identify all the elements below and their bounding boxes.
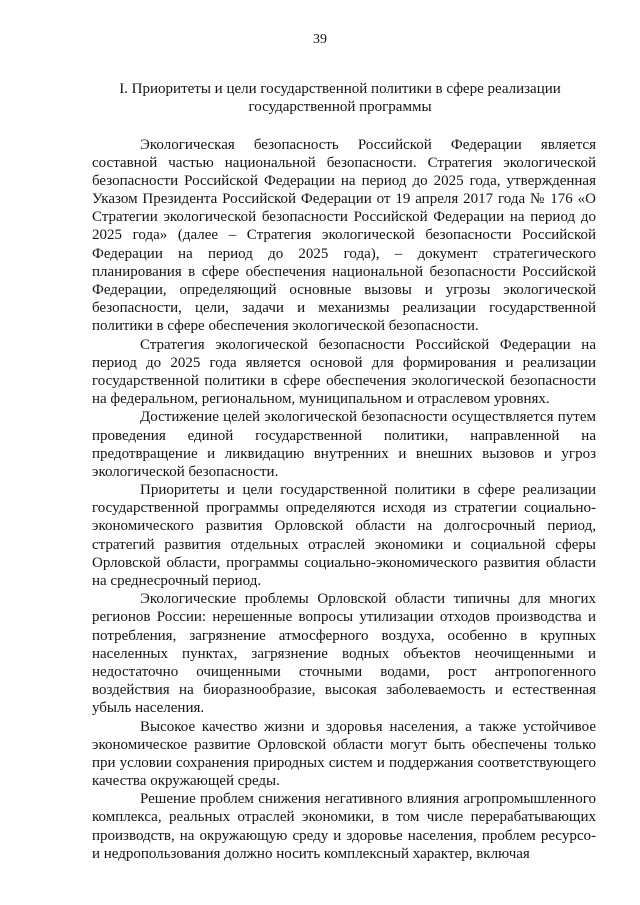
paragraph: Высокое качество жизни и здоровья населения, а также устойчивое экономическое развитие Орловской области могут быть обеспечены только при условии сохранения природных систем и поддержания соответствующего качества окружающей среды.	[92, 718, 596, 789]
section-title: I. Приоритеты и цели государственной политики в сфере реализации государственной программы	[119, 81, 561, 115]
paragraph: Стратегия экологической безопасности Российской Федерации на период до 2025 года является основой для формирования и реализации государственной политики в сфере обеспечения экологической безопасности на федеральном, региональном, муниципальном и отраслевом уровнях.	[92, 336, 596, 407]
document-body	[92, 136, 596, 863]
paragraph: Экологические проблемы Орловской области типичны для многих регионов России: нерешенные вопросы утилизации отходов производства и потребления, загрязнение атмосферного воздуха, особенно в крупных населенных пунктах, загрязнение водных объектов неочищенными и недостаточно очищенными сточными водами, рост антропогенного воздействия на биоразнообразие, высокая заболеваемость и естественная убыль населения.	[92, 591, 596, 716]
paragraph: Приоритеты и цели государственной политики в сфере реализации государственной программы определяются исходя из стратегии социально-экономического развития Орловской области на долгосрочный период, стратегий развития отдельных отраслей экономики и социальной сферы Орловской области, программы социально-экономического развития области на среднесрочный период.	[92, 482, 596, 589]
paragraph: Достижение целей экологической безопасности осуществляется путем проведения единой государственной политики, направленной на предотвращение и ликвидацию внутренних и внешних вызовов и угроз экологической безопасности.	[92, 409, 596, 480]
page-number: 39	[313, 32, 327, 47]
paragraph: Экологическая безопасность Российской Федерации является составной частью национальной безопасности. Стратегия экологической безопасности Российской Федерации на период до 2025 года, утвержденная Указом Президента Российской Федерации от 19 апреля 2017 года № 176 «О Стратегии экологической безопасности Российской Федерации на период до 2025 года» (далее – Стратегия экологической безопасности Российской Федерации на период до 2025 года), – документ стратегического планирования в сфере обеспечения национальной безопасности Российской Федерации, определяющий основные вызовы и угрозы экологической безопасности, цели, задачи и механизмы реализации государственной политики в сфере обеспечения экологической безопасности.	[92, 137, 596, 334]
paragraph: Решение проблем снижения негативного влияния агропромышленного комплекса, реальных отраслей экономики, в том числе перерабатывающих производств, на окружающую среду и здоровье населения, проблем ресурсо- и недропользования должно носить комплексный характер, включая	[92, 791, 596, 862]
